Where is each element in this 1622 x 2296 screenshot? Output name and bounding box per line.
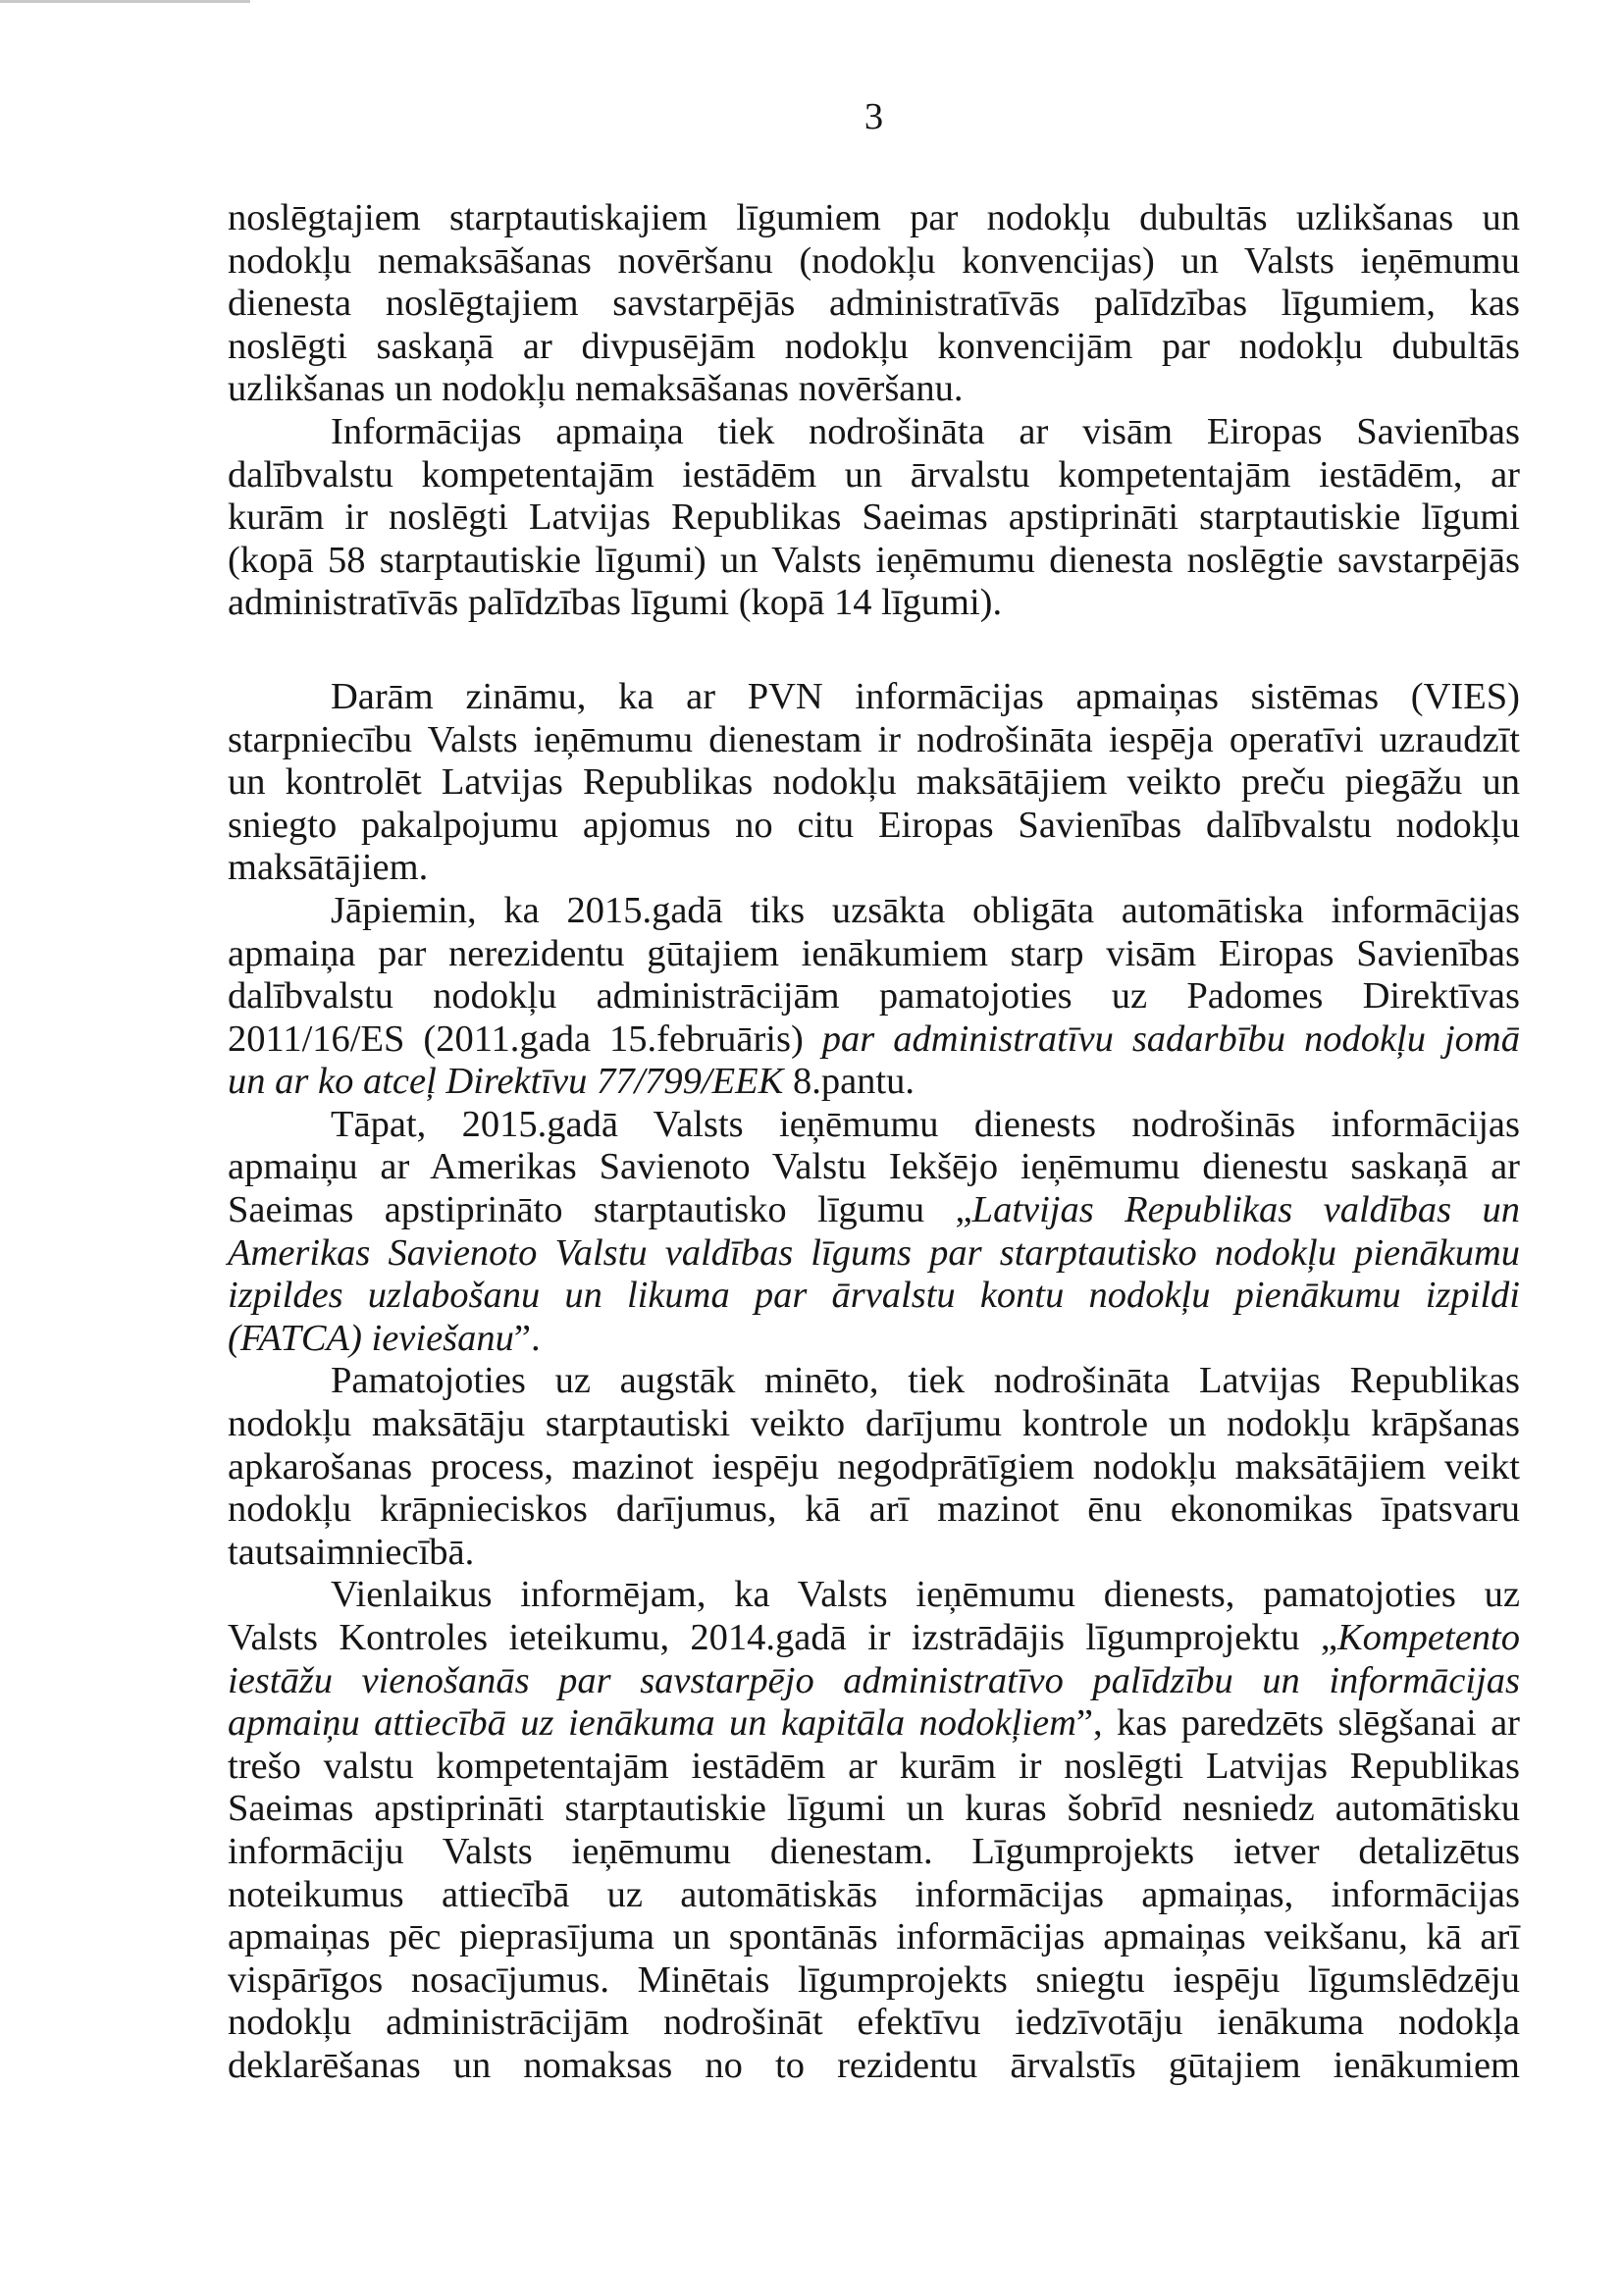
italic-text: Latvijas Republikas valdības un	[971, 1189, 1521, 1231]
text-run: Saeimas apstiprināto starptautisko līgumu „	[228, 1189, 972, 1231]
text-line	[228, 1061, 1520, 1104]
text-line: nodokļu nemaksāšanas novēršanu (nodokļu konvencijas) un Valsts ieņēmumu	[228, 239, 1520, 282]
italic-text: apmaiņu attiecībā uz ienākuma un kapitāla nodokļiem	[228, 1702, 1076, 1745]
text-line: vispārīgos nosacījumus. Minētais līgumprojekts sniegtu iespēju līgumslēdzēju	[228, 1958, 1520, 2001]
text-line: noslēgtajiem starptautiskajiem līgumiem par nodokļu dubultās uzlikšanas un	[228, 197, 1520, 238]
document-body	[228, 197, 1520, 2088]
text-line: Jāpiemin, ka 2015.gadā tiks uzsākta obligāta automātiska informācijas	[331, 889, 1520, 931]
text-run: 2011/16/ES (2011.gada 15.februāris)	[228, 1018, 822, 1060]
text-line: Saeimas apstiprināti starptautiskie līgumi un kuras šobrīd nesniedz automātisku	[228, 1788, 1520, 1830]
text-line: uzlikšanas un nodokļu nemaksāšanas novēršanu.	[228, 368, 964, 410]
text-line	[228, 1318, 1520, 1361]
text-line: apmaiņu ar Amerikas Savienoto Valstu Iekšējo ieņēmumu dienestu saskaņā ar	[228, 1146, 1520, 1188]
text-line: kurām ir noslēgti Latvijas Republikas Saeimas apstiprināti starptautiskie līgumi	[228, 496, 1520, 539]
text-line: dalībvalstu kompetentajām iestādēm un ārvalstu kompetentajām iestādēm, ar	[228, 453, 1520, 496]
text-line: dalībvalstu nodokļu administrācijām pamatojoties uz Padomes Direktīvas	[228, 975, 1520, 1018]
text-line: starpniecību Valsts ieņēmumu dienestam ir nodrošināta iespēja operatīvi uzraudzīt	[228, 718, 1520, 760]
paragraph	[228, 1104, 1520, 1361]
scan-edge-mark	[0, 0, 250, 3]
paragraph	[228, 1574, 1520, 2087]
text-line: Darām zināmu, ka ar PVN informācijas apmaiņas sistēmas (VIES)	[331, 675, 1520, 717]
text-line	[228, 1702, 1520, 1746]
text-line: nodokļu maksātāju starptautiski veikto darījumu kontrole un nodokļu krāpšanas	[228, 1403, 1520, 1445]
text-line: Vienlaikus informējam, ka Valsts ieņēmumu dienests, pamatojoties uz	[331, 1574, 1520, 1616]
text-line: sniegto pakalpojumu apjomus no citu Eiropas Savienības dalībvalstu nodokļu	[228, 804, 1520, 846]
text-line: tautsaimniecībā.	[228, 1531, 475, 1573]
text-line: maksātājiem.	[228, 847, 429, 889]
text-line: administratīvās palīdzības līgumi (kopā 14 līgumi).	[228, 582, 1003, 624]
text-run: Valsts Kontroles ieteikumu, 2014.gadā ir izstrādājis līgumprojektu „	[228, 1617, 1337, 1658]
text-line	[228, 1189, 1520, 1232]
italic-text: un ar ko atceļ Direktīvu 77/799/EEK	[228, 1061, 784, 1103]
text-line: deklarēšanas un nomaksas no to rezidentu ārvalstīs gūtajiem ienākumiem	[228, 2044, 1520, 2086]
paragraph	[228, 197, 1520, 411]
text-line: Pamatojoties uz augstāk minēto, tiek nodrošināta Latvijas Republikas	[331, 1360, 1520, 1402]
text-run: 8.pantu.	[783, 1061, 916, 1103]
paragraph	[228, 676, 1520, 890]
text-line: nodokļu administrācijām nodrošināt efektīvu iedzīvotāju ienākuma nodokļa	[228, 2002, 1520, 2044]
text-line: dienesta noslēgtajiem savstarpējās administratīvās palīdzības līgumiem, kas	[228, 283, 1520, 325]
text-line: (kopā 58 starptautiskie līgumi) un Valsts ieņēmumu dienesta noslēgtie savstarpējās	[228, 539, 1520, 581]
text-line: apmaiņas pēc pieprasījuma un spontānās informācijas apmaiņas veikšanu, kā arī	[228, 1916, 1520, 1958]
text-line: noteikumus attiecībā uz automātiskās informācijas apmaiņas, informācijas	[228, 1873, 1520, 1915]
text-line: iestāžu vienošanās par savstarpējo administratīvo palīdzību un informācijas	[228, 1659, 1520, 1701]
text-line: izpildes uzlabošanu un likuma par ārvalstu kontu nodokļu pienākumu izpildi	[228, 1275, 1520, 1317]
text-line: informāciju Valsts ieņēmumu dienestam. Līgumprojekts ietver detalizētus	[228, 1830, 1520, 1872]
text-line: apmaiņa par nerezidentu gūtajiem ienākumiem starp visām Eiropas Savienības	[228, 932, 1520, 974]
italic-text: (FATCA) ieviešanu	[228, 1317, 514, 1359]
text-line: Tāpat, 2015.gadā Valsts ieņēmumu dienests nodrošinās informācijas	[331, 1103, 1520, 1145]
italic-text: Kompetento	[1336, 1617, 1520, 1658]
text-line: Amerikas Savienoto Valstu valdības līgums par starptautisko nodokļu pienākumu	[228, 1231, 1520, 1274]
page-number: 3	[863, 96, 884, 137]
paragraph	[228, 1360, 1520, 1574]
text-run: ”.	[513, 1317, 541, 1359]
italic-text: par administratīvu sadarbību nodokļu jomā	[821, 1018, 1520, 1060]
text-line	[228, 1617, 1520, 1660]
text-line: Informācijas apmaiņa tiek nodrošināta ar visām Eiropas Savienības	[331, 410, 1520, 452]
text-line: noslēgti saskaņā ar divpusējām nodokļu konvencijām par nodokļu dubultās	[228, 325, 1520, 367]
text-line: trešo valstu kompetentajām iestādēm ar kurām ir noslēgti Latvijas Republikas	[228, 1745, 1520, 1787]
text-line: nodokļu krāpnieciskos darījumus, kā arī mazinot ēnu ekonomikas īpatsvaru	[228, 1488, 1520, 1531]
text-line: apkarošanas process, mazinot iespēju negodprātīgiem nodokļu maksātājiem veikt	[228, 1445, 1520, 1487]
text-line	[228, 1018, 1520, 1062]
text-run: ”, kas paredzēts slēgšanai ar	[1075, 1702, 1521, 1745]
text-line: un kontrolēt Latvijas Republikas nodokļu maksātājiem veikto preču piegāžu un	[228, 761, 1520, 804]
paragraph	[228, 890, 1520, 1104]
paragraph	[228, 411, 1520, 625]
